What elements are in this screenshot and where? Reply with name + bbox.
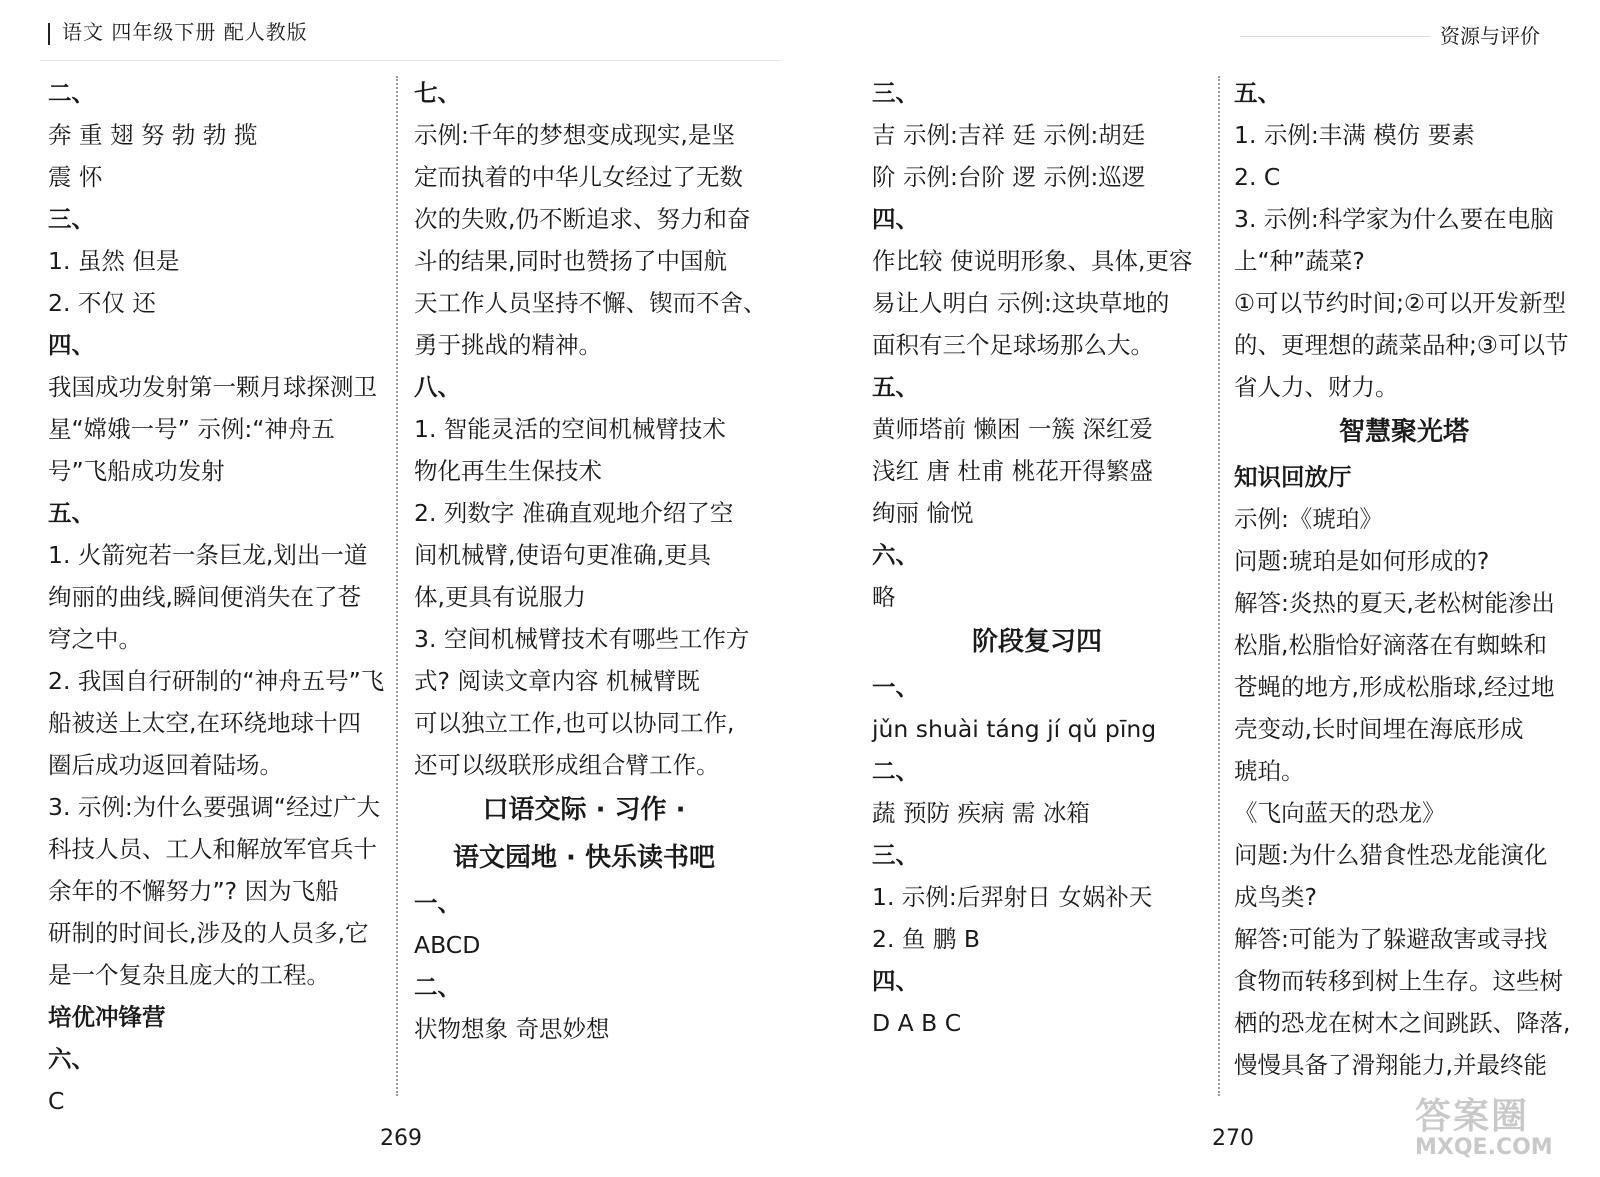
section-heading: 四、 bbox=[48, 331, 95, 359]
series-title: 资源与评价 bbox=[1440, 24, 1540, 48]
chapter-title: 智慧聚光塔 bbox=[1338, 417, 1469, 447]
column-divider-left bbox=[396, 76, 398, 1096]
answer-line: 栖的恐龙在树木之间跳跃、降落, bbox=[1234, 1009, 1571, 1037]
answer-line: 3. 空间机械臂技术有哪些工作方 bbox=[414, 625, 750, 653]
page-number-left: 269 bbox=[380, 1126, 422, 1151]
answer-line: 船被送上太空,在环绕地球十四 bbox=[48, 709, 361, 737]
section-heading: 六、 bbox=[872, 541, 919, 569]
answer-line: 研制的时间长,涉及的人员多,它 bbox=[48, 919, 369, 947]
answer-line: 慢慢具备了滑翔能力,并最终能 bbox=[1234, 1051, 1547, 1079]
section-heading: 七、 bbox=[414, 79, 461, 107]
watermark-text: 答案圈 bbox=[1415, 1096, 1530, 1137]
answer-line: 还可以级联形成组合臂工作。 bbox=[414, 751, 720, 779]
answer-line: 解答:炎热的夏天,老松树能渗出 bbox=[1234, 589, 1555, 617]
answer-line: 可以独立工作,也可以协同工作, bbox=[414, 709, 735, 737]
answer-line: 2. 列数字 准确直观地介绍了空 bbox=[414, 499, 734, 527]
section-heading: 四、 bbox=[872, 205, 919, 233]
watermark-url: MXQE.COM bbox=[1415, 1135, 1553, 1160]
column-1 bbox=[48, 72, 388, 1122]
section-heading: 八、 bbox=[414, 373, 461, 401]
section-heading: 知识回放厅 bbox=[1234, 463, 1352, 491]
answer-line: 示例:千年的梦想变成现实,是坚 bbox=[414, 121, 735, 149]
book-header bbox=[48, 16, 308, 45]
answer-line: 问题:琥珀是如何形成的? bbox=[1234, 547, 1490, 575]
answer-line: 穹之中。 bbox=[48, 625, 142, 653]
answer-line: 天工作人员坚持不懈、锲而不舍、 bbox=[414, 289, 767, 317]
answer-line: 绚丽 愉悦 bbox=[872, 499, 974, 527]
answer-line: 科技人员、工人和解放军官兵十 bbox=[48, 835, 377, 863]
answer-line: 1. 火箭宛若一条巨龙,划出一道 bbox=[48, 541, 368, 569]
answer-line: 问题:为什么猎食性恐龙能演化 bbox=[1234, 841, 1548, 869]
answer-line: 《飞向蓝天的恐龙》 bbox=[1234, 799, 1446, 827]
section-heading: 培优冲锋营 bbox=[48, 1003, 166, 1031]
answer-line: 易让人明白 示例:这块草地的 bbox=[872, 289, 1170, 317]
answer-line: 省人力、财力。 bbox=[1234, 373, 1399, 401]
section-heading: 六、 bbox=[48, 1045, 95, 1073]
chapter-title: 口语交际 · 习作 · bbox=[482, 795, 686, 825]
answer-line: 星“嫦娥一号” 示例:“神舟五 bbox=[48, 415, 335, 443]
section-heading: 二、 bbox=[872, 757, 919, 785]
answer-line: 作比较 使说明形象、具体,更容 bbox=[872, 247, 1193, 275]
answer-line: 是一个复杂且庞大的工程。 bbox=[48, 961, 330, 989]
answer-line: 号”飞船成功发射 bbox=[48, 457, 225, 485]
page-number-right: 270 bbox=[1212, 1126, 1254, 1151]
answer-line: 圈后成功返回着陆场。 bbox=[48, 751, 283, 779]
column-4 bbox=[1234, 72, 1574, 1086]
answer-line: 吉 示例:吉祥 廷 示例:胡廷 bbox=[872, 121, 1146, 149]
answer-line: 黄师塔前 懒困 一簇 深红爱 bbox=[872, 415, 1153, 443]
answer-line: ①可以节约时间;②可以开发新型 bbox=[1234, 289, 1567, 317]
answer-line: 震 怀 bbox=[48, 163, 103, 191]
answer-line: 我国成功发射第一颗月球探测卫 bbox=[48, 373, 377, 401]
answer-line: 松脂,松脂恰好滴落在有蜘蛛和 bbox=[1234, 631, 1547, 659]
answer-line: 上“种”蔬菜? bbox=[1234, 247, 1365, 275]
answer-line: 1. 智能灵活的空间机械臂技术 bbox=[414, 415, 726, 443]
section-heading: 五、 bbox=[1234, 79, 1281, 107]
answer-line: 余年的不懈努力”? 因为飞船 bbox=[48, 877, 339, 905]
column-divider-right bbox=[1218, 76, 1220, 1096]
answer-line: 2. C bbox=[1234, 163, 1281, 191]
answer-line: 式? 阅读文章内容 机械臂既 bbox=[414, 667, 700, 695]
answer-line: 壳变动,长时间埋在海底形成 bbox=[1234, 715, 1524, 743]
watermark-logo bbox=[1415, 1088, 1590, 1168]
answer-line: D A B C bbox=[872, 1009, 962, 1037]
answer-line: 浅红 唐 杜甫 桃花开得繁盛 bbox=[872, 457, 1153, 485]
answer-line: 状物想象 奇思妙想 bbox=[414, 1015, 610, 1043]
answer-line: 2. 不仅 还 bbox=[48, 289, 156, 317]
answer-line: 体,更具有说服力 bbox=[414, 583, 586, 611]
answer-line: 奔 重 翅 努 勃 勃 揽 bbox=[48, 121, 258, 149]
chapter-title: 语文园地 · 快乐读书吧 bbox=[453, 843, 715, 873]
answer-line: 面积有三个足球场那么大。 bbox=[872, 331, 1154, 359]
section-heading: 三、 bbox=[872, 841, 919, 869]
answer-line: 勇于挑战的精神。 bbox=[414, 331, 602, 359]
answer-line: 绚丽的曲线,瞬间便消失在了苍 bbox=[48, 583, 361, 611]
answer-line: 2. 我国自行研制的“神舟五号”飞 bbox=[48, 667, 385, 695]
column-2 bbox=[414, 72, 767, 1050]
answer-line: 食物而转移到树上生存。这些树 bbox=[1234, 967, 1563, 995]
section-heading: 三、 bbox=[872, 79, 919, 107]
answer-line: 略 bbox=[872, 583, 896, 611]
header-rule-left bbox=[40, 60, 780, 61]
answer-line: 间机械臂,使语句更准确,更具 bbox=[414, 541, 711, 569]
section-heading: 五、 bbox=[48, 499, 95, 527]
book-title: 语文 四年级下册 配人教版 bbox=[62, 20, 308, 44]
section-heading: 一、 bbox=[414, 889, 461, 917]
header-bar bbox=[48, 23, 50, 45]
answer-line: 成鸟类? bbox=[1234, 883, 1317, 911]
answer-line: jǔn shuài táng jí qǔ pīng bbox=[872, 715, 1157, 743]
answer-line: 苍蝇的地方,形成松脂球,经过地 bbox=[1234, 673, 1555, 701]
answer-line: 示例:《琥珀》 bbox=[1234, 505, 1383, 533]
answer-line: ABCD bbox=[414, 931, 481, 959]
chapter-title: 阶段复习四 bbox=[971, 627, 1102, 657]
answer-line: C bbox=[48, 1087, 65, 1115]
section-heading: 三、 bbox=[48, 205, 95, 233]
answer-line: 次的失败,仍不断追求、努力和奋 bbox=[414, 205, 751, 233]
answer-line: 3. 示例:为什么要强调“经过广大 bbox=[48, 793, 380, 821]
section-heading: 四、 bbox=[872, 967, 919, 995]
section-heading: 二、 bbox=[48, 79, 95, 107]
answer-line: 1. 示例:丰满 模仿 要素 bbox=[1234, 121, 1475, 149]
section-heading: 五、 bbox=[872, 373, 919, 401]
answer-line: 蔬 预防 疾病 需 冰箱 bbox=[872, 799, 1090, 827]
answer-line: 阶 示例:台阶 逻 示例:巡逻 bbox=[872, 163, 1146, 191]
answer-line: 1. 虽然 但是 bbox=[48, 247, 180, 275]
column-3 bbox=[872, 72, 1202, 1044]
answer-line: 物化再生生保技术 bbox=[414, 457, 602, 485]
section-heading: 二、 bbox=[414, 973, 461, 1001]
section-heading: 一、 bbox=[872, 673, 919, 701]
header-rule-right bbox=[1240, 36, 1430, 37]
answer-line: 定而执着的中华儿女经过了无数 bbox=[414, 163, 743, 191]
answer-line: 的、更理想的蔬菜品种;③可以节 bbox=[1234, 331, 1569, 359]
answer-line: 1. 示例:后羿射日 女娲补天 bbox=[872, 883, 1153, 911]
answer-line: 2. 鱼 鹏 B bbox=[872, 925, 980, 953]
answer-line: 3. 示例:科学家为什么要在电脑 bbox=[1234, 205, 1554, 233]
answer-line: 解答:可能为了躲避敌害或寻找 bbox=[1234, 925, 1548, 953]
answer-line: 斗的结果,同时也赞扬了中国航 bbox=[414, 247, 727, 275]
answer-line: 琥珀。 bbox=[1234, 757, 1305, 785]
